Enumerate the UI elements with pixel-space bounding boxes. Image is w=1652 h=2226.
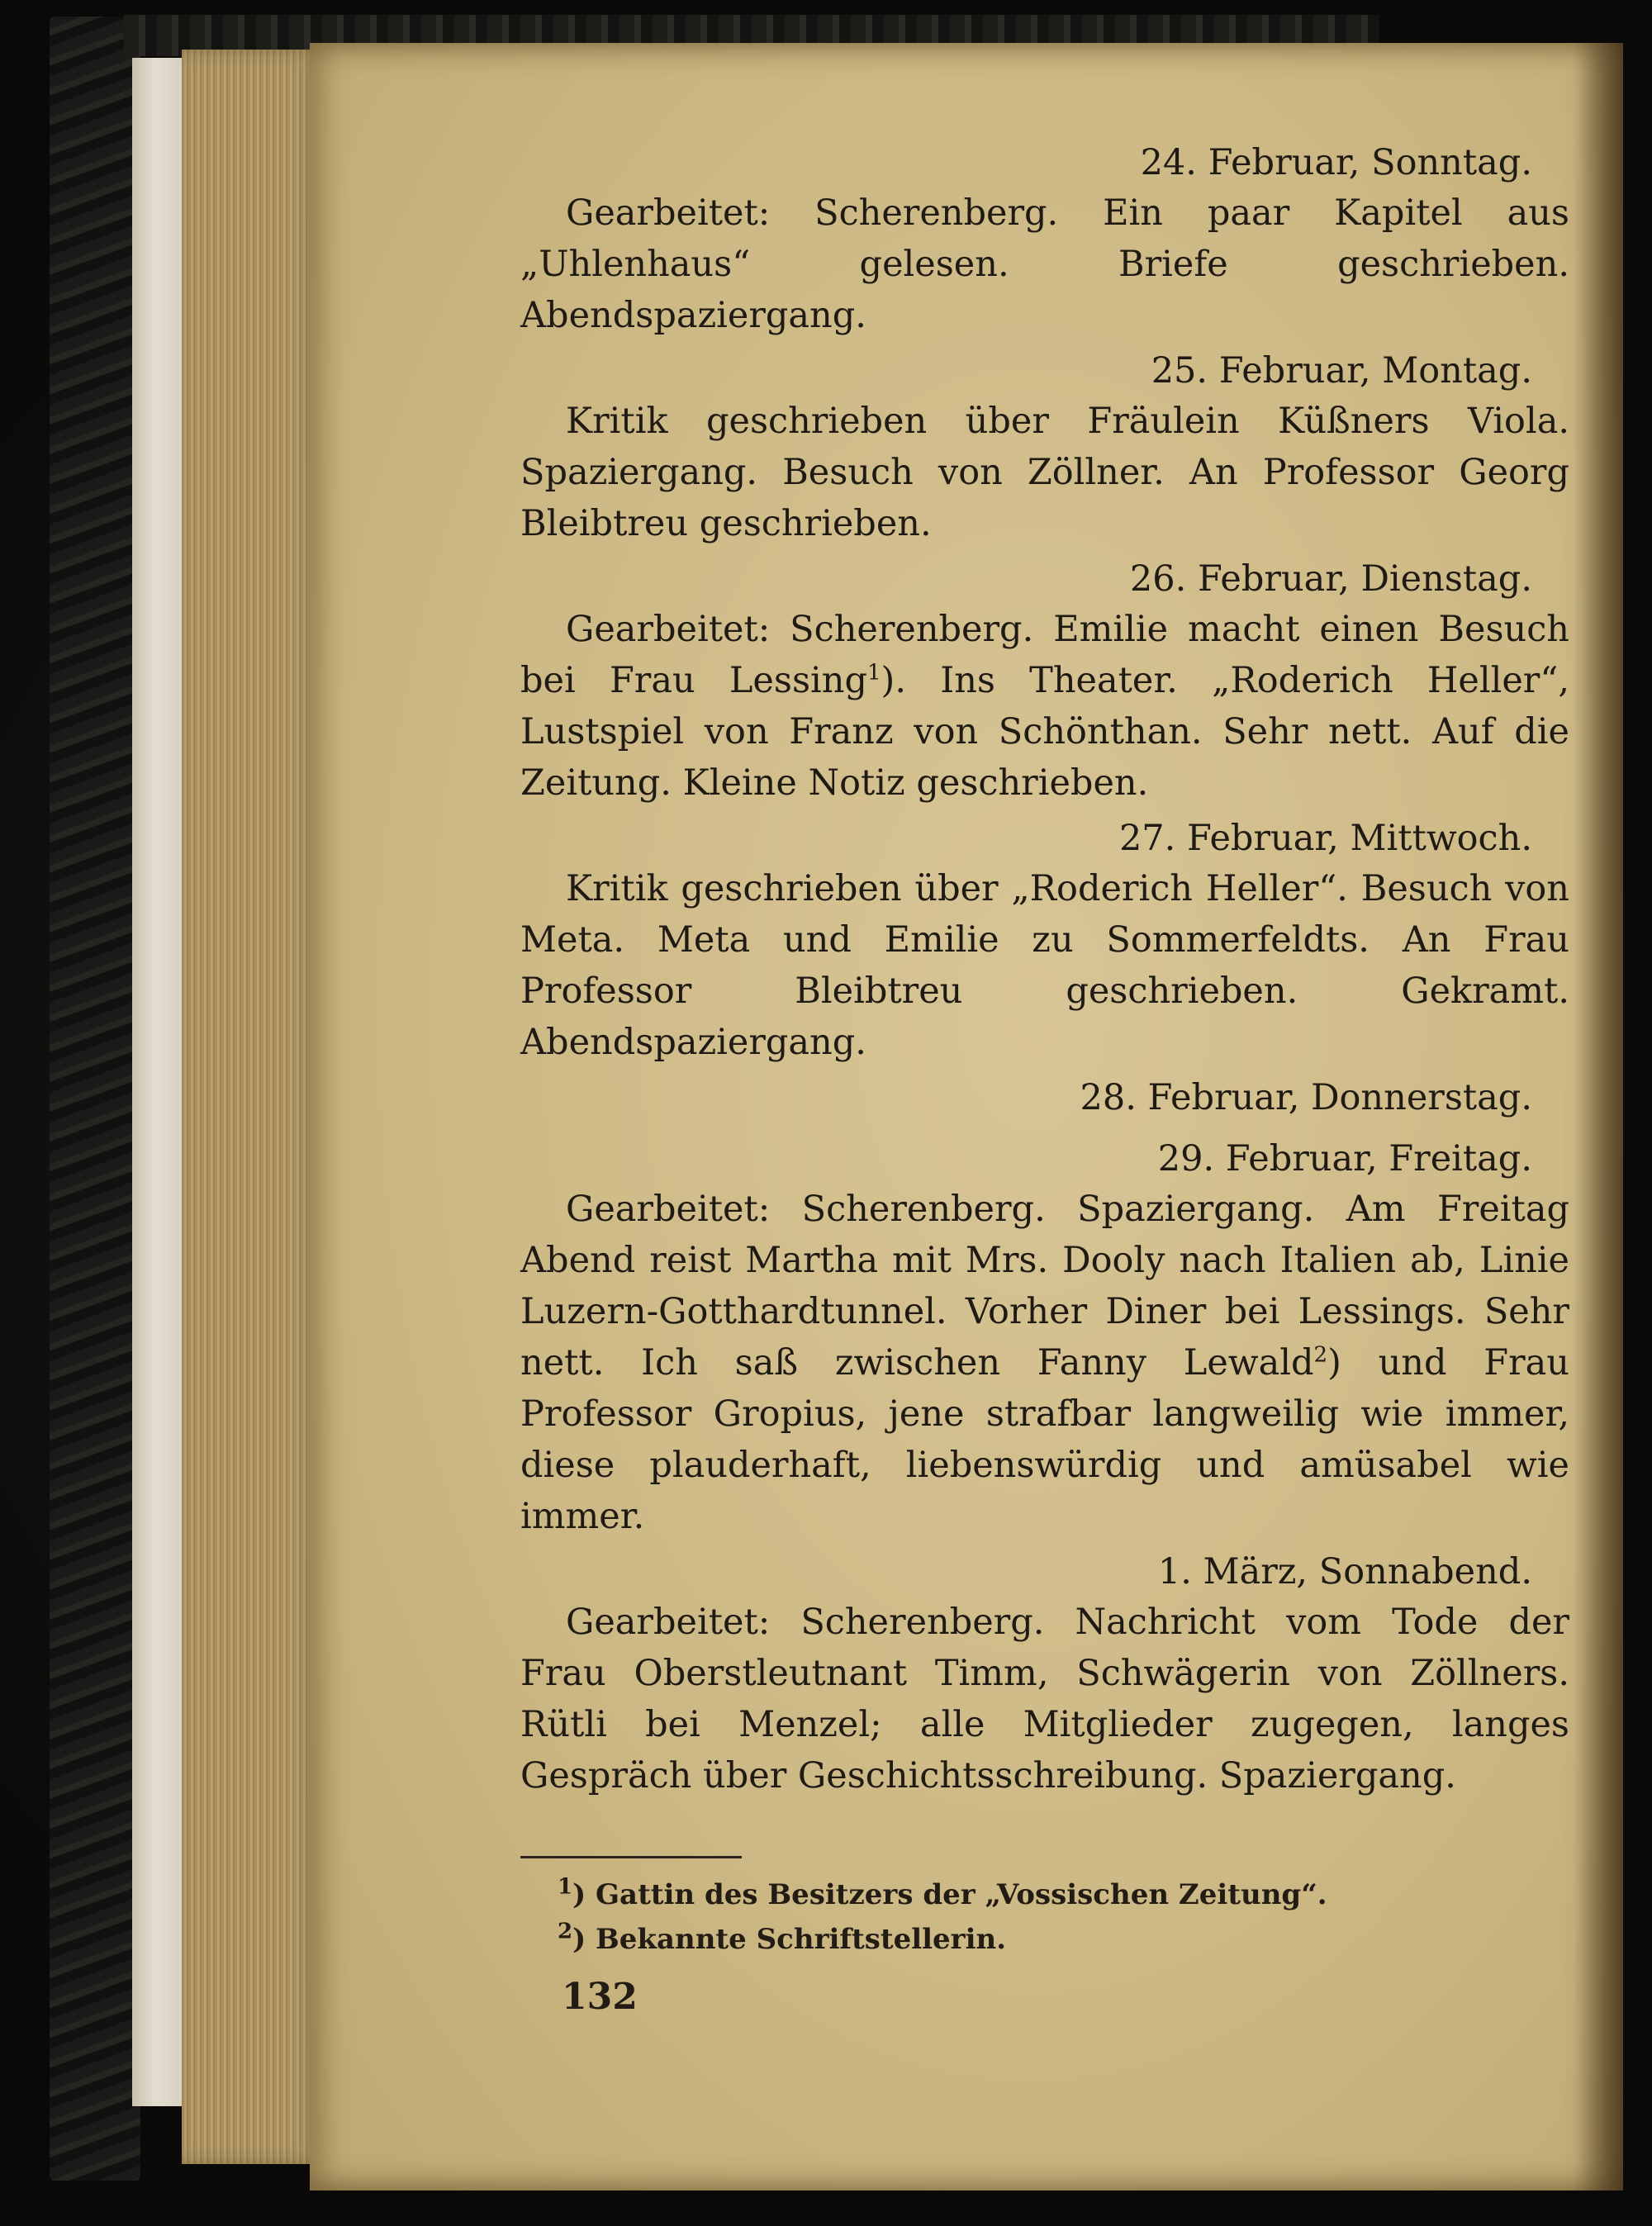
footnote-text: ) Gattin des Besitzers der „Vossischen Zeitung“. (572, 1878, 1327, 1911)
entry-text (520, 1184, 1569, 1542)
entry-date: 26. Februar, Dienstag. (1129, 558, 1532, 600)
page-edge-stack (182, 50, 322, 2164)
entry-date: 27. Februar, Mittwoch. (1118, 818, 1532, 859)
book-cover-left (50, 17, 140, 2181)
entry-date: 25. Februar, Montag. (1151, 350, 1532, 392)
page-gutter-shadow (1574, 43, 1623, 2190)
footnotes (558, 1872, 1507, 1962)
entry-text (520, 604, 1569, 809)
entry-text-part: Gearbeitet: Scherenberg. Emilie macht einen Besuch bei Frau Lessing (520, 609, 1569, 701)
footnote-marker: 1 (558, 1874, 573, 1900)
footnote-text: ) Bekannte Schriftstellerin. (572, 1923, 1007, 1956)
entry-date: 28. Februar, Donnerstag. (1080, 1077, 1532, 1118)
footnote-ref: 2 (1313, 1342, 1328, 1368)
entry-date: 24. Februar, Sonntag. (1140, 142, 1532, 183)
footnote-ref: 1 (867, 660, 881, 686)
entry-text: Gearbeitet: Scherenberg. Nachricht vom Tode der Frau Oberstleutnant Timm, Schwägerin von Zöllners. Rütli bei Menzel; alle Mitglieder zugegen, langes Gespräch über Geschichtsschreibung. Spaziergang. (520, 1602, 1569, 1796)
footnote (558, 1872, 1507, 1917)
entry-text-part: Gearbeitet: Scherenberg. Spaziergang. Am Freitag Abend reist Martha mit Mrs. Dooly nach Italien ab, Linie Luzern-Gotthardtunnel. Vorher Diner bei Lessings. Sehr nett. Ich saß zwischen Fanny Lewald (520, 1189, 1569, 1384)
entry-date: 1. März, Sonnabend. (1157, 1551, 1532, 1592)
entry-text: Kritik geschrieben über „Roderich Heller“. Besuch von Meta. Meta und Emilie zu Sommerfeldts. An Frau Professor Bleibtreu geschrieben. Gekramt. Abendspaziergang. (520, 868, 1569, 1063)
diary-text (520, 138, 1569, 1806)
page-number: 132 (562, 1976, 638, 2018)
entry-text-part: ) und Frau Professor Gropius, jene strafbar langweilig wie immer, diese plauderhaft, liebenswürdig und amüsabel wie immer. (520, 1342, 1569, 1537)
entry-date: 29. Februar, Freitag. (1157, 1138, 1532, 1179)
book-page (310, 43, 1623, 2190)
entry-text-part: ). Ins Theater. „Roderich Heller“, Lustspiel von Franz von Schönthan. Sehr nett. Auf die Zeitung. Kleine Notiz geschrieben. (520, 660, 1569, 804)
entry-text: Gearbeitet: Scherenberg. Ein paar Kapitel aus „Uhlenhaus“ gelesen. Briefe geschrieben. Abendspaziergang. (520, 192, 1569, 336)
footnote (558, 1917, 1507, 1962)
footnote-rule (520, 1856, 742, 1858)
entry-text: Kritik geschrieben über Fräulein Küßners Viola. Spaziergang. Besuch von Zöllner. An Professor Georg Bleibtreu geschrieben. (520, 401, 1569, 544)
footnote-marker: 2 (558, 1919, 573, 1944)
